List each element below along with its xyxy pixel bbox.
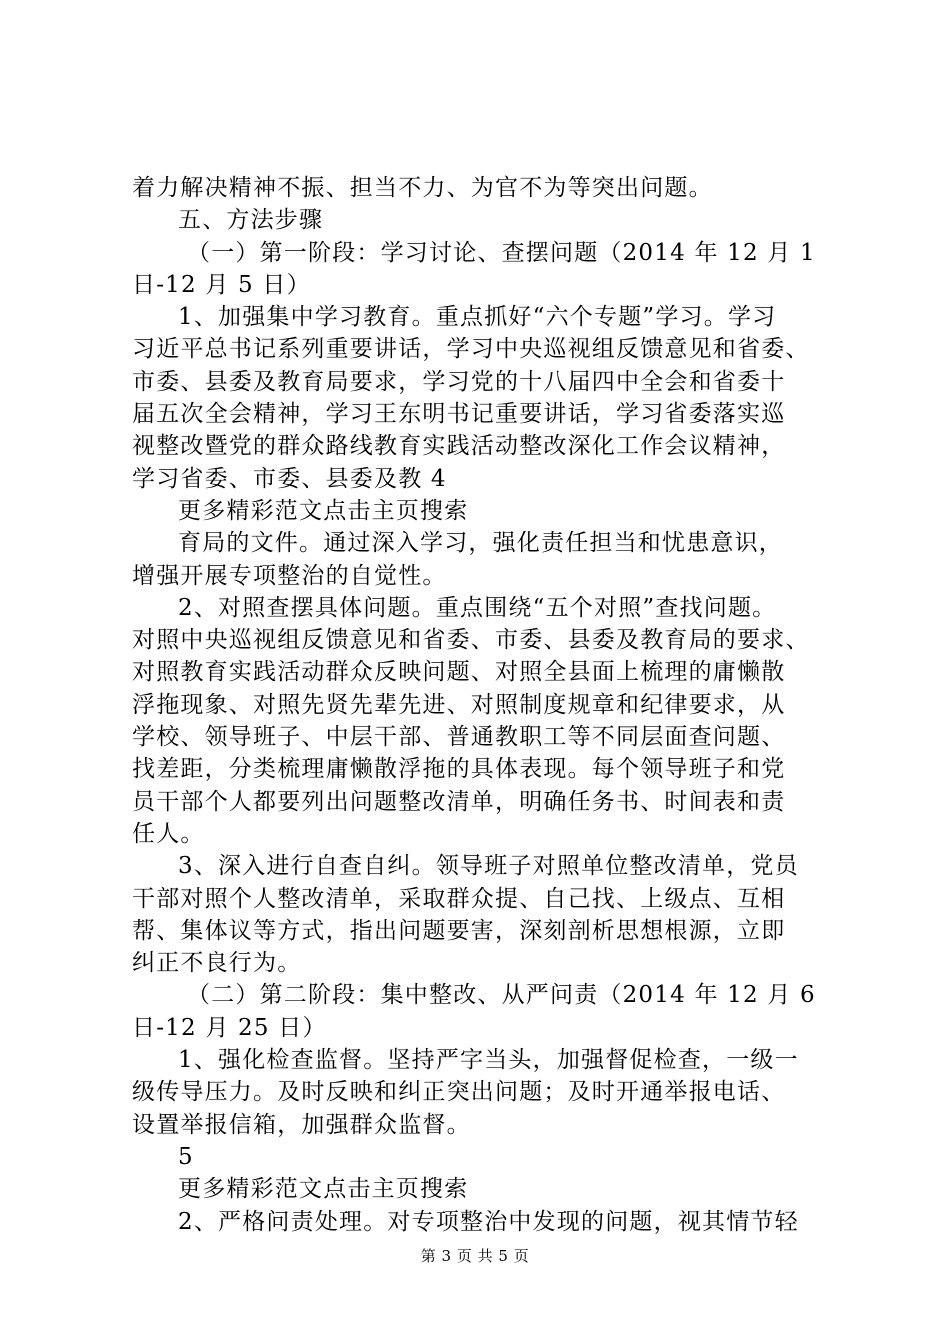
text-line: 3、深入进行自查自纠。领导班子对照单位整改清单，党员	[178, 853, 799, 880]
text-line: 1、加强集中学习教育。重点抓好“六个专题”学习。学习	[178, 304, 777, 331]
text-line: 纠正不良行为。	[132, 950, 302, 977]
promo-text: 更多精彩范文点击主页搜索	[178, 1176, 469, 1203]
subsection-heading: （二）第二阶段：集中整改、从严问责（2014 年 12 月 6	[187, 982, 816, 1009]
subsection-heading: （一）第一阶段：学习讨论、查摆问题（2014 年 12 月 1	[187, 239, 816, 266]
text-line: 1、强化检查监督。坚持严字当头，加强督促检查，一级一	[178, 1047, 799, 1074]
text-line: 增强开展专项整治的自觉性。	[132, 562, 447, 589]
text-line: 找差距，分类梳理庸懒散浮拖的具体表现。每个领导班子和党	[132, 756, 786, 783]
text-line: 帮、集体议等方式，指出问题要害，深刻剖析思想根源，立即	[132, 917, 786, 944]
text-line: 育局的文件。通过深入学习，强化责任担当和忧患意识，	[178, 530, 783, 557]
promo-text: 更多精彩范文点击主页搜索	[178, 497, 469, 524]
text-line: 日-12 月 5 日）	[132, 271, 311, 298]
document-body	[132, 172, 852, 1238]
text-line: 视整改暨党的群众路线教育实践活动整改深化工作会议精神，	[132, 433, 786, 460]
text-line: 对照中央巡视组反馈意见和省委、市委、县委及教育局的要求、	[132, 627, 810, 654]
text-line: 习近平总书记系列重要讲话，学习中央巡视组反馈意见和省委、	[132, 336, 810, 363]
text-line: 届五次全会精神，学习王东明书记重要讲话，学习省委落实巡	[132, 401, 786, 428]
text-line: 2、严格问责处理。对专项整治中发现的问题，视其情节轻	[178, 1208, 799, 1235]
text-line: 干部对照个人整改清单，采取群众提、自己找、上级点、互相	[132, 885, 786, 912]
page-footer: 第 3 页 共 5 页	[420, 1247, 530, 1265]
text-line: 学校、领导班子、中层干部、普通教职工等不同层面查问题、	[132, 724, 786, 751]
text-line: 学习省委、市委、县委及教 4	[132, 465, 447, 492]
text-line: 着力解决精神不振、担当不力、为官不为等突出问题。	[132, 175, 713, 201]
section-heading: 五、方法步骤	[178, 207, 324, 234]
text-line: 员干部个人都要列出问题整改清单，明确任务书、时间表和责	[132, 788, 786, 815]
text-line: 设置举报信箱，加强群众监督。	[132, 1111, 471, 1138]
text-line: 2、对照查摆具体问题。重点围绕“五个对照”查找问题。	[178, 594, 777, 621]
text-line: 日-12 月 25 日）	[132, 1014, 327, 1041]
page-marker: 5	[178, 1143, 194, 1170]
text-line: 对照教育实践活动群众反映问题、对照全县面上梳理的庸懒散	[132, 659, 786, 686]
text-line: 市委、县委及教育局要求，学习党的十八届四中全会和省委十	[132, 368, 786, 395]
text-line: 任人。	[132, 820, 205, 847]
text-line: 级传导压力。及时反映和纠正突出问题；及时开通举报电话、	[132, 1079, 786, 1106]
text-line: 浮拖现象、对照先贤先辈先进、对照制度规章和纪律要求，从	[132, 691, 786, 718]
